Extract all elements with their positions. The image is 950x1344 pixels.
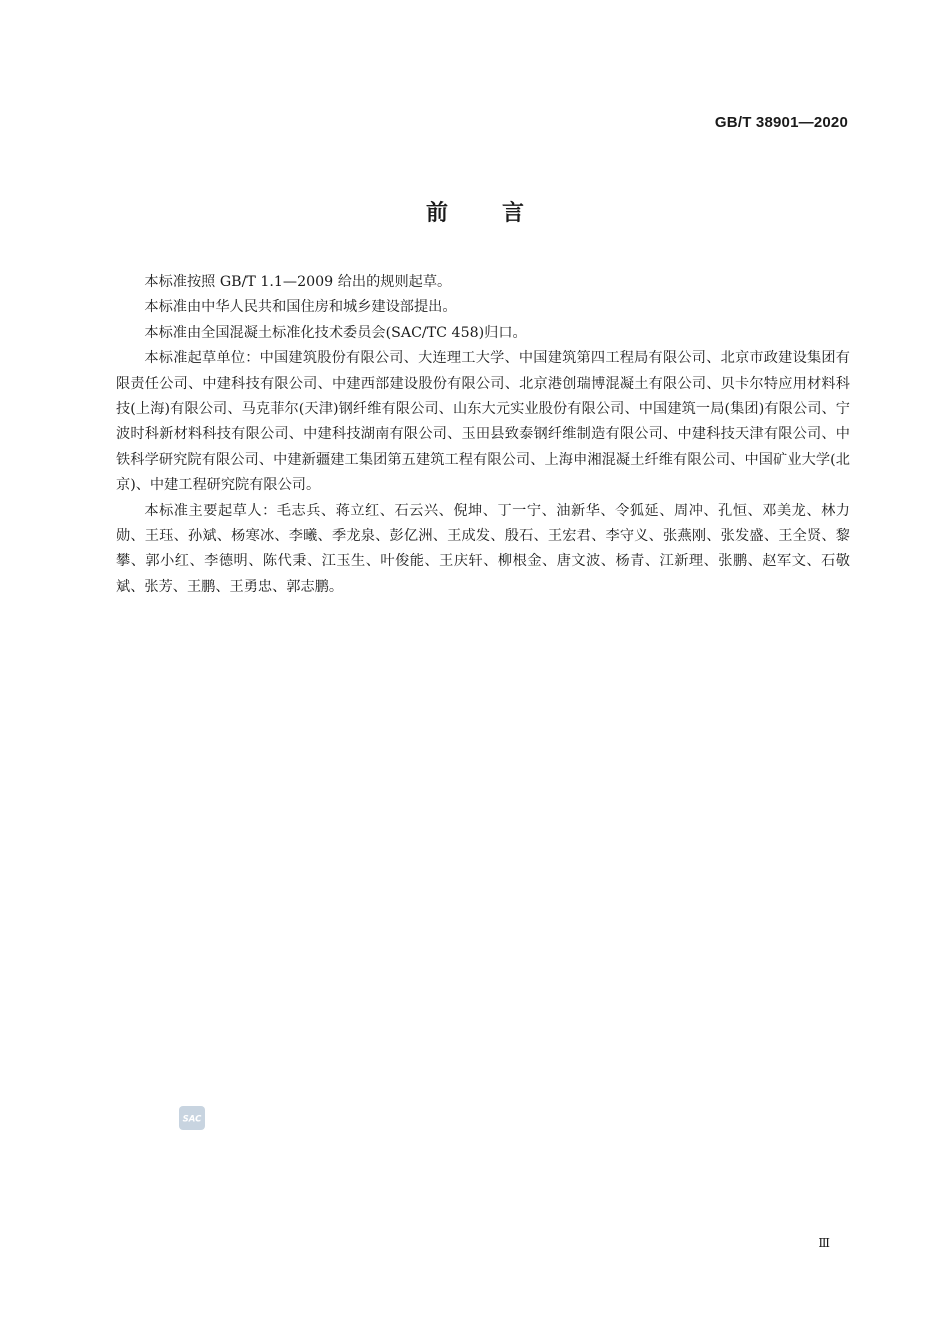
paragraph-proposer: 本标准由中华人民共和国住房和城乡建设部提出。 [144,299,457,316]
page-title: 前言 [425,201,578,226]
foreword-body [116,270,850,600]
sac-logo [179,1106,205,1130]
paragraph-drafters: 本标准主要起草人：毛志兵、蒋立红、石云兴、倪坤、丁一宁、油新华、令狐延、周冲、孔恒、邓美龙、林力勋、王珏、孙斌、杨寒冰、李曦、季龙泉、彭亿洲、王成发、殷石、王宏君、李守义、张燕刚、张发盛、王全贤、黎攀、郭小红、李德明、陈代秉、江玉生、叶俊能、王庆轩、柳根金、唐文波、杨青、江新理、张鹏、赵军文、石敬斌、张芳、王鹏、王勇忠、郭志鹏。 [116,502,850,595]
paragraph-committee: 本标准由全国混凝土标准化技术委员会(SAC/TC 458)归口。 [144,324,527,341]
paragraph-drafting-rules: 本标准按照 GB/T 1.1—2009 给出的规则起草。 [144,274,452,290]
standard-code: GB/T 38901—2020 [714,114,848,131]
paragraph-drafting-units: 本标准起草单位：中国建筑股份有限公司、大连理工大学、中国建筑第四工程局有限公司、北京市政建设集团有限责任公司、中建科技有限公司、中建西部建设股份有限公司、北京港创瑞博混凝土有限公司、贝卡尔特应用材料科技(上海)有限公司、马克菲尔(天津)钢纤维有限公司、山东大元实业股份有限公司、中国建筑一局(集团)有限公司、宁波时科新材料科技有限公司、中建科技湖南有限公司、玉田县致泰钢纤维制造有限公司、中建科技天津有限公司、中铁科学研究院有限公司、中建新疆建工集团第五建筑工程有限公司、上海申湘混凝土纤维有限公司、中国矿业大学(北京)、中建工程研究院有限公司。 [116,350,850,494]
page-number: Ⅲ [818,1236,830,1250]
sac-logo-text: SAC [182,1114,202,1125]
